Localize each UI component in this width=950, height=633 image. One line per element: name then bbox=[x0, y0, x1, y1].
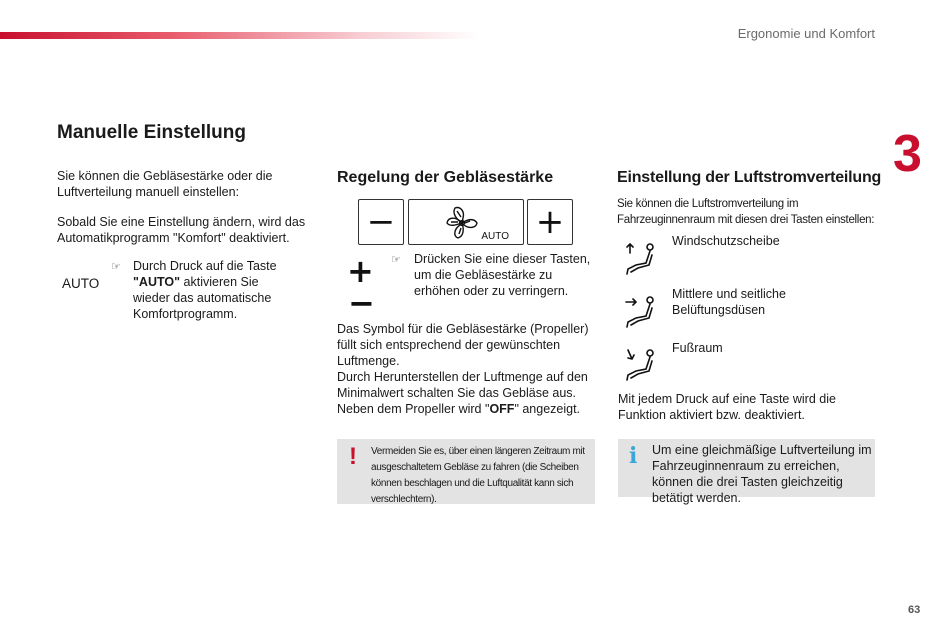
fan-speed-heading: Regelung der Gebläsestärke bbox=[337, 169, 554, 186]
auto-deactivation-note: Sobald Sie eine Einstellung ändern, wird das Automatikprogramm "Komfort" deaktiviert. bbox=[57, 215, 306, 245]
page-number: 63 bbox=[908, 604, 921, 616]
pencil-hand-icon: ☞ bbox=[111, 261, 121, 273]
toggle-description: Mit jedem Druck auf eine Taste wird die Funktion aktiviert bzw. deaktiviert. bbox=[618, 392, 836, 422]
air-distribution-intro: Sie können die Luftstromverteilung im Fahrzeuginnenraum mit diesen drei Tasten einstellen: bbox=[617, 198, 875, 226]
fan-increase-button[interactable] bbox=[527, 199, 573, 245]
airflow-option-label: Windschutzscheibe bbox=[672, 234, 780, 248]
fan-buttons-instruction: Drücken Sie eine dieser Tasten, um die Gebläsestärke zu erhöhen oder zu verringern. bbox=[414, 252, 591, 298]
info-icon: i bbox=[629, 443, 638, 469]
page-title: Manuelle Einstellung bbox=[57, 122, 246, 143]
airflow-option-label: Fußraum bbox=[672, 341, 723, 355]
increase-symbol: + bbox=[347, 252, 374, 290]
plus-icon: + bbox=[535, 202, 565, 242]
header-accent-bar bbox=[0, 32, 480, 39]
decrease-symbol: − bbox=[348, 284, 375, 322]
fan-auto-label: AUTO bbox=[481, 231, 509, 242]
info-box bbox=[618, 439, 875, 505]
pencil-hand-icon: ☞ bbox=[391, 254, 401, 266]
auto-button-label: AUTO bbox=[62, 276, 100, 291]
air-distribution-heading: Einstellung der Luftstromverteilung bbox=[617, 169, 882, 186]
warning-icon: ! bbox=[349, 443, 357, 470]
fan-speed-display[interactable] bbox=[408, 199, 524, 245]
windshield-airflow-icon bbox=[622, 241, 658, 277]
intro-paragraph: Sie können die Gebläsestärke oder die Luftverteilung manuell einstellen: bbox=[57, 169, 273, 199]
auto-instruction: Durch Druck auf die Taste "AUTO" aktivieren Sie wieder das automatische Komfortprogramm. bbox=[133, 259, 277, 321]
airflow-option-label: Mittlere und seitliche Belüftungsdüsen bbox=[672, 287, 786, 317]
center-vent-airflow-icon bbox=[622, 294, 658, 330]
fan-decrease-button[interactable] bbox=[358, 199, 404, 245]
footwell-airflow-icon bbox=[622, 347, 658, 383]
warning-box bbox=[337, 439, 595, 504]
fan-propeller-icon bbox=[443, 205, 481, 241]
chapter-number: 3 bbox=[893, 125, 922, 183]
fan-off-description: Durch Herunterstellen der Luftmenge auf den Minimalwert schalten Sie das Gebläse aus. bbox=[337, 370, 588, 400]
warning-text: Vermeiden Sie es, über einen längeren Zeitraum mit ausgeschaltetem Gebläse zu fahren (die Scheiben können beschlagen und die Luftqualität kann sich verschlechtern). bbox=[371, 446, 585, 505]
info-text: Um eine gleichmäßige Luftverteilung im Fahrzeuginnenraum zu erreichen, können die drei Tasten gleichzeitig betätigt werden. bbox=[652, 443, 872, 505]
propeller-description: Das Symbol für die Gebläsestärke (Propeller) füllt sich entsprechend der gewünschten Luftmenge. bbox=[337, 322, 589, 368]
section-header: Ergonomie und Komfort bbox=[737, 26, 875, 41]
minus-icon: − bbox=[366, 202, 396, 242]
off-indicator-description: Neben dem Propeller wird "OFF" angezeigt. bbox=[337, 402, 581, 416]
